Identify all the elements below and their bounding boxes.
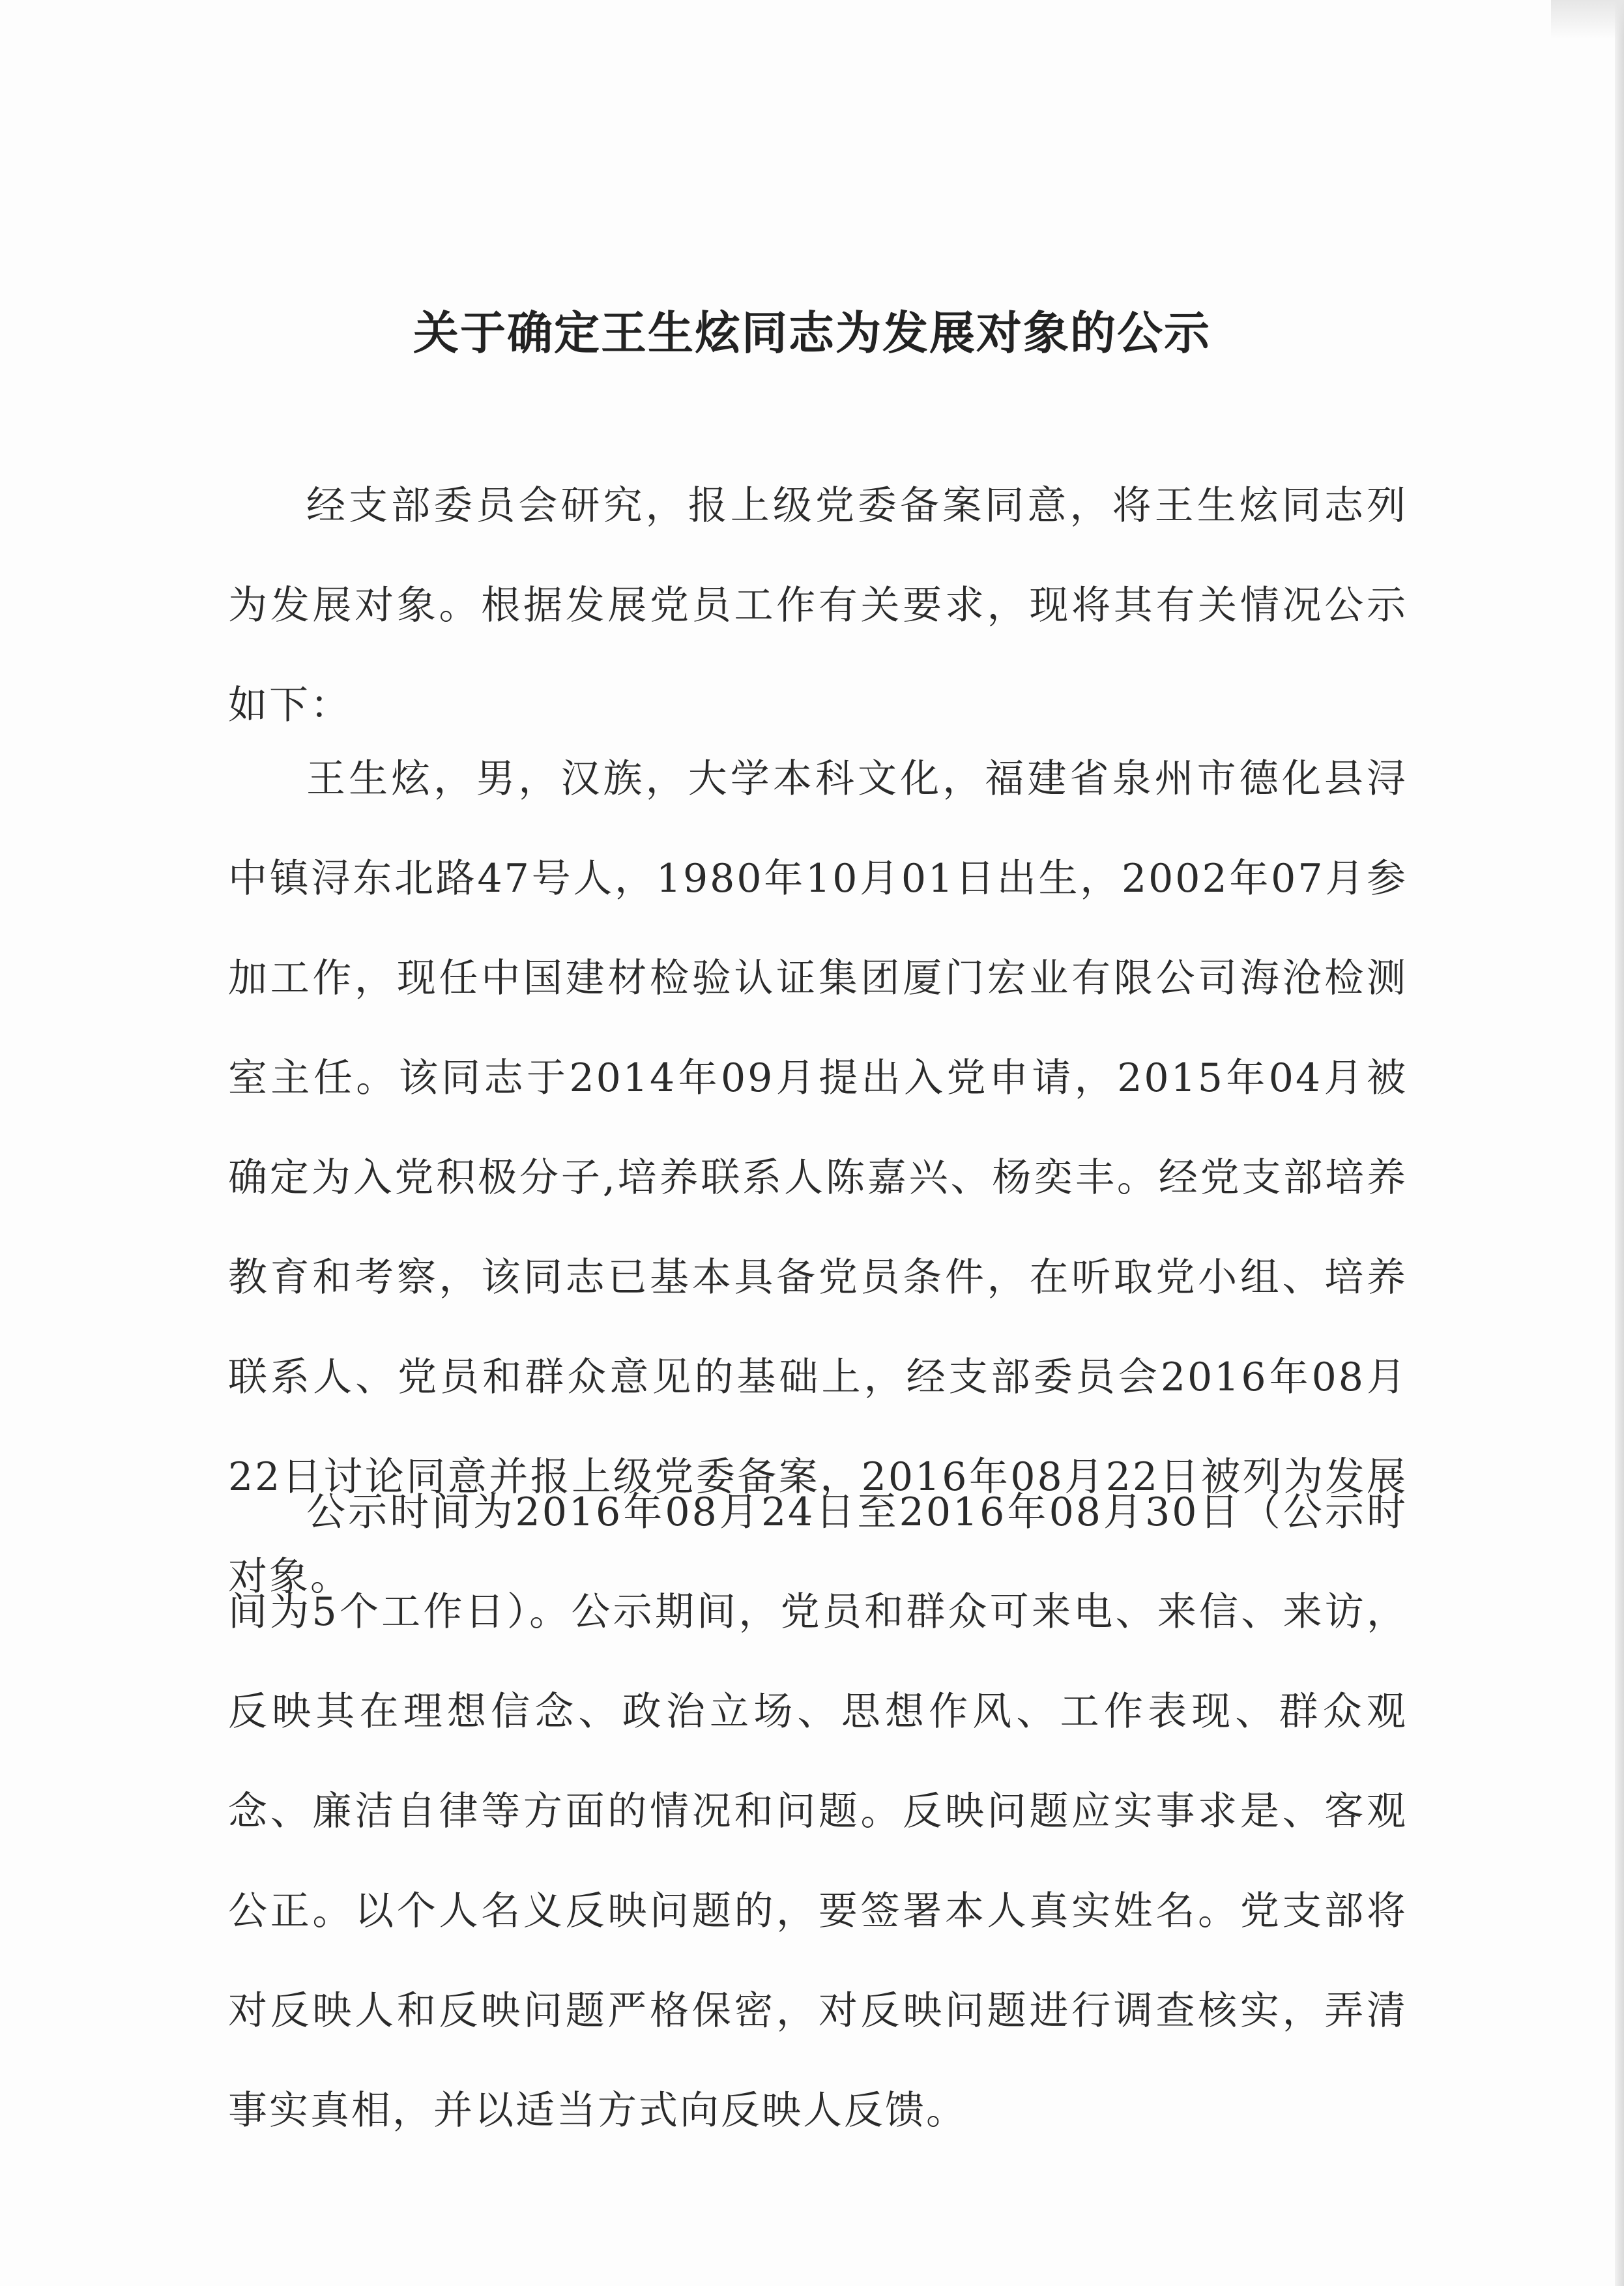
paragraph-intro: 经支部委员会研究，报上级党委备案同意，将王生炫同志列为发展对象。根据发展党员工作有关要求，现将其有关情况公示如下： bbox=[228, 483, 1408, 728]
paragraph-publicity-period: 公示时间为2016年08月24日至2016年08月30日（公示时间为5个工作日）。公示期间，党员和群众可来电、来信、来访，反映其在理想信念、政治立场、思想作风、工作表现、群众观念、廉洁自律等方面的情况和问题。反映问题应实事求是、客观公正。以个人名义反映问题的，要签署本人真实姓名。党支部将对反映人和反映问题严格保密，对反映问题进行调查核实，弄清事实真相，并以适当方式向反映人反馈。 bbox=[228, 1489, 1408, 2133]
paragraph-candidate-info: 王生炫，男，汉族，大学本科文化，福建省泉州市德化县浔中镇浔东北路47号人，1980年10月01日出生，2002年07月参加工作，现任中国建材检验认证集团厦门宏业有限公司海沧检测室主任。该同志于2014年09月提出入党申请，2015年04月被确定为入党积极分子,培养联系人陈嘉兴、杨奕丰。经党支部培养教育和考察，该同志已基本具备党员条件，在听取党小组、培养联系人、党员和群众意见的基础上，经支部委员会2016年08月22日讨论同意并报上级党委备案，2016年08月22日被列为发展对象。 bbox=[228, 756, 1408, 1600]
scan-corner-shadow bbox=[1551, 0, 1624, 39]
document-title: 关于确定王生炫同志为发展对象的公示 bbox=[413, 306, 1211, 360]
